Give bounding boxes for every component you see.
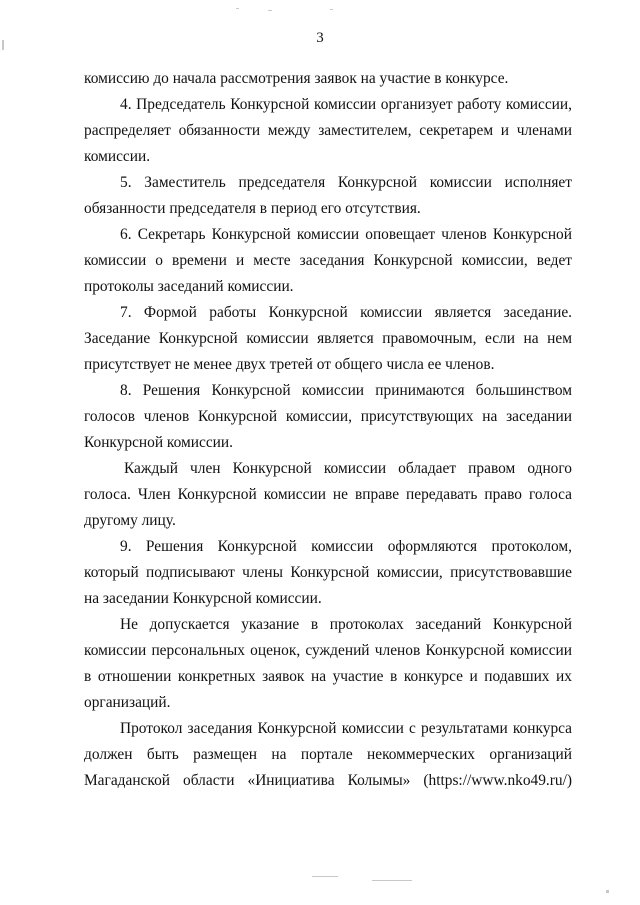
scan-artifact <box>312 876 338 877</box>
paragraph-restriction: Не допускается указание в протоколах заседаний Конкурсной комиссии персональных оценок, суждений членов Конкурсной комиссии в отношении конкретных заявок на участие в конкурсе и подавших их организаций. <box>84 616 572 711</box>
paragraph-item-6: 6. Секретарь Конкурсной комиссии оповещает членов Конкурсной комиссии о времени и месте заседания Конкурсной комиссии, ведет протоколы заседаний комиссии. <box>84 226 572 295</box>
page-number: 3 <box>316 30 324 46</box>
paragraph-item-8: 8. Решения Конкурсной комиссии принимаются большинством голосов членов Конкурсной комиссии, присутствующих на заседании Конкурсной комиссии. <box>84 382 572 451</box>
scan-artifact <box>372 880 412 881</box>
document-body <box>84 66 572 794</box>
paragraph-item-4: 4. Председатель Конкурсной комиссии организует работу комиссии, распределяет обязанности между заместителем, секретарем и членами комиссии. <box>84 96 572 165</box>
paragraph-item-7: 7. Формой работы Конкурсной комиссии является заседание. Заседание Конкурсной комиссии является правомочным, если на нем присутствует не менее двух третей от общего числа ее членов. <box>84 304 572 373</box>
scan-artifact <box>236 8 239 9</box>
scan-artifact <box>606 890 609 893</box>
paragraph-item-9: 9. Решения Конкурсной комиссии оформляются протоколом, который подписывают члены Конкурсной комиссии, присутствовавшие на заседании Конкурсной комиссии. <box>84 538 572 607</box>
paragraph-voting: Каждый член Конкурсной комиссии обладает правом одного голоса. Член Конкурсной комиссии не вправе передавать право голоса другому лицу. <box>84 460 572 529</box>
paragraph-protocol: Протокол заседания Конкурсной комиссии с результатами конкурса должен быть размещен на портале некоммерческих организаций Магаданской области «Инициатива Колымы» (https://www.nko49.ru/) <box>84 720 572 789</box>
scan-artifact <box>268 10 272 11</box>
paragraph-continuation: комиссию до начала рассмотрения заявок на участие в конкурсе. <box>84 70 509 87</box>
paragraph-item-5: 5. Заместитель председателя Конкурсной комиссии исполняет обязанности председателя в период его отсутствия. <box>84 174 572 217</box>
scan-artifact <box>330 9 333 10</box>
